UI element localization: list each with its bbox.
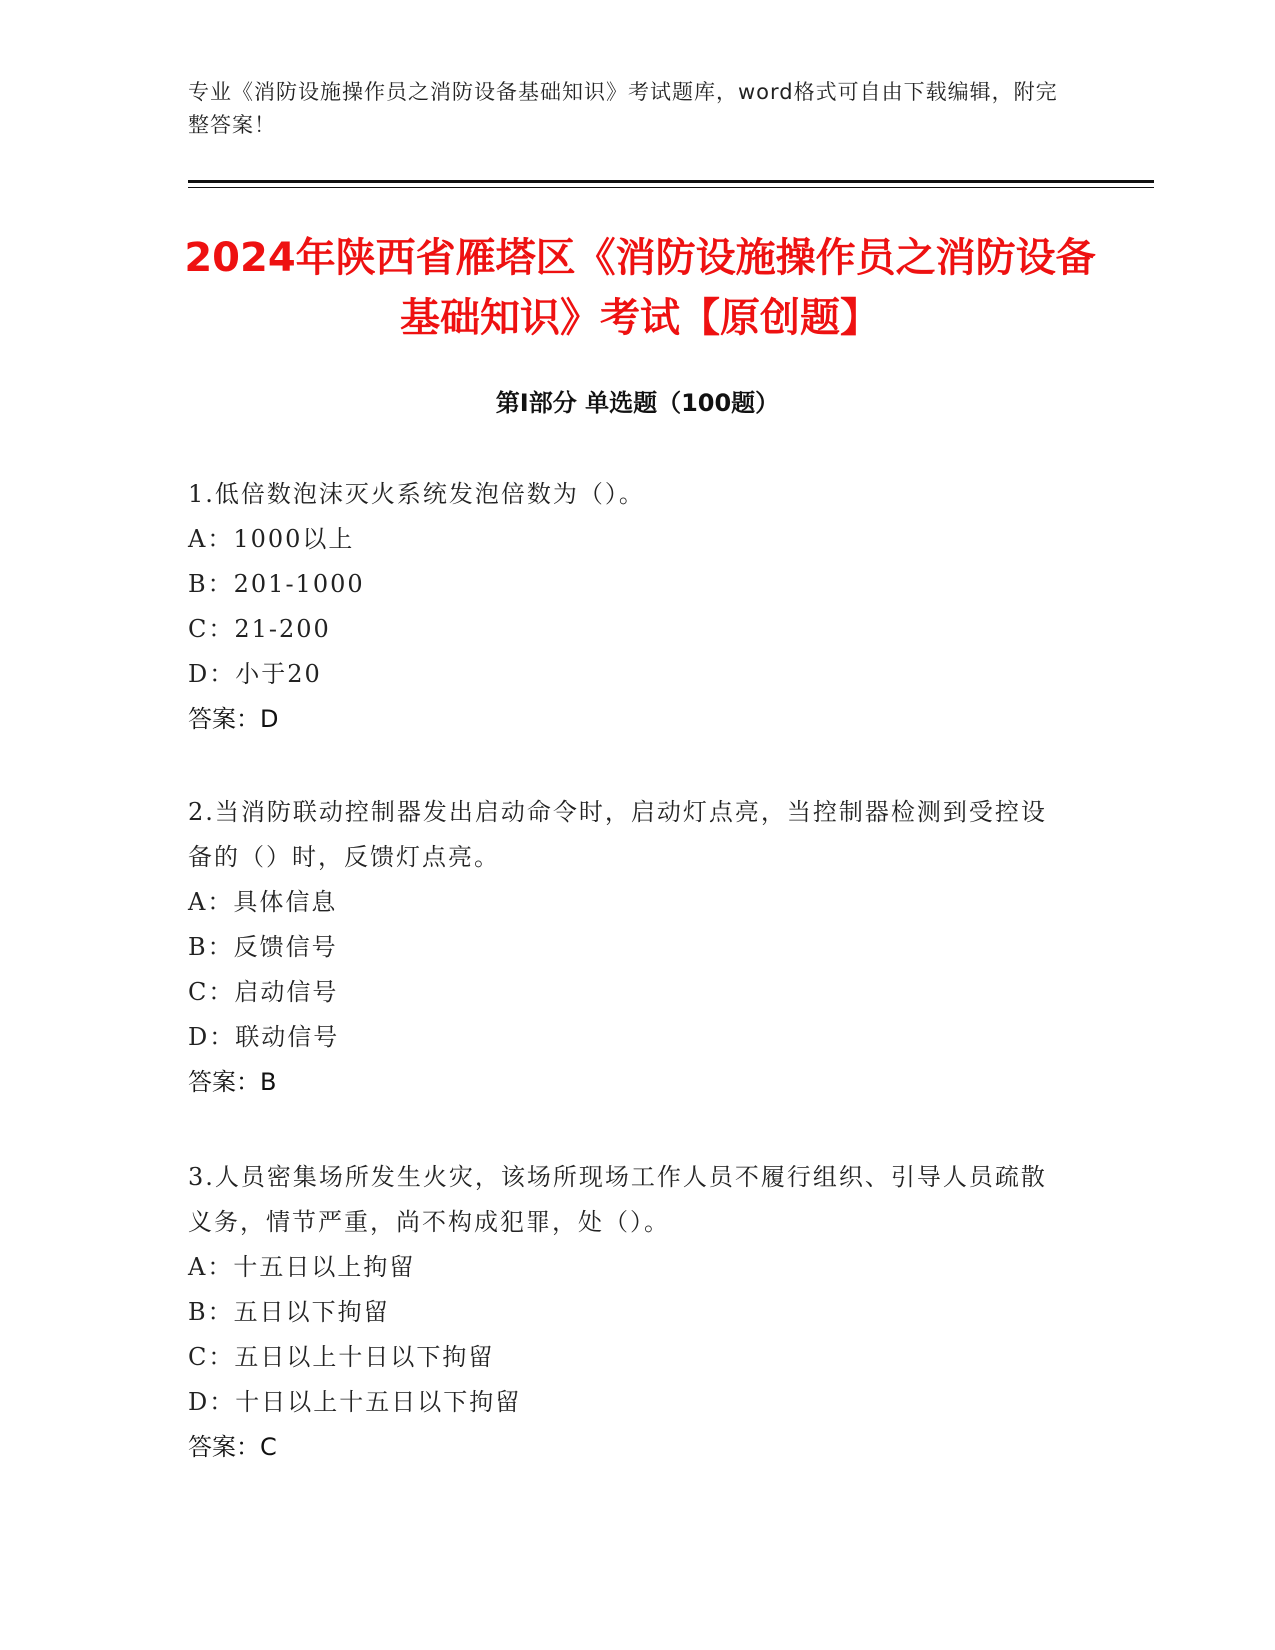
- option-b: B：五日以下拘留: [188, 1298, 390, 1326]
- option-b: B：反馈信号: [188, 933, 338, 961]
- option-c: C：启动信号: [188, 978, 339, 1006]
- option-c: C：21-200: [188, 615, 331, 643]
- answer: 答案：C: [188, 1433, 277, 1461]
- question-2: [188, 790, 1068, 1105]
- header-note: 专业《消防设施操作员之消防设备基础知识》考试题库，word格式可自由下载编辑，附完整答案！: [188, 80, 1058, 137]
- option-a: A：十五日以上拘留: [188, 1253, 416, 1281]
- option-a: A：1000以上: [188, 525, 355, 553]
- answer: 答案：B: [188, 1068, 277, 1096]
- option-d: D：小于20: [188, 660, 322, 688]
- section-heading: 第I部分 单选题（100题）: [495, 389, 780, 417]
- option-d: D：十日以上十五日以下拘留: [188, 1388, 522, 1416]
- option-d: D：联动信号: [188, 1023, 340, 1051]
- question-1: [188, 472, 1068, 742]
- option-c: C：五日以上十日以下拘留: [188, 1343, 495, 1371]
- header-divider-thin: [188, 187, 1154, 188]
- question-3: [188, 1155, 1068, 1470]
- question-stem: 3.人员密集场所发生火灾，该场所现场工作人员不履行组织、引导人员疏散义务，情节严重，尚不构成犯罪，处（）。: [188, 1163, 1047, 1236]
- option-a: A：具体信息: [188, 888, 338, 916]
- option-b: B：201-1000: [188, 570, 365, 598]
- document-title: 2024年陕西省雁塔区《消防设施操作员之消防设备基础知识》考试【原创题】: [184, 235, 1096, 341]
- question-stem: 1.低倍数泡沫灭火系统发泡倍数为（）。: [188, 480, 645, 508]
- header-divider-thick: [188, 180, 1154, 183]
- question-stem: 2.当消防联动控制器发出启动命令时，启动灯点亮，当控制器检测到受控设备的（）时，反馈灯点亮。: [188, 798, 1047, 871]
- answer: 答案：D: [188, 705, 279, 733]
